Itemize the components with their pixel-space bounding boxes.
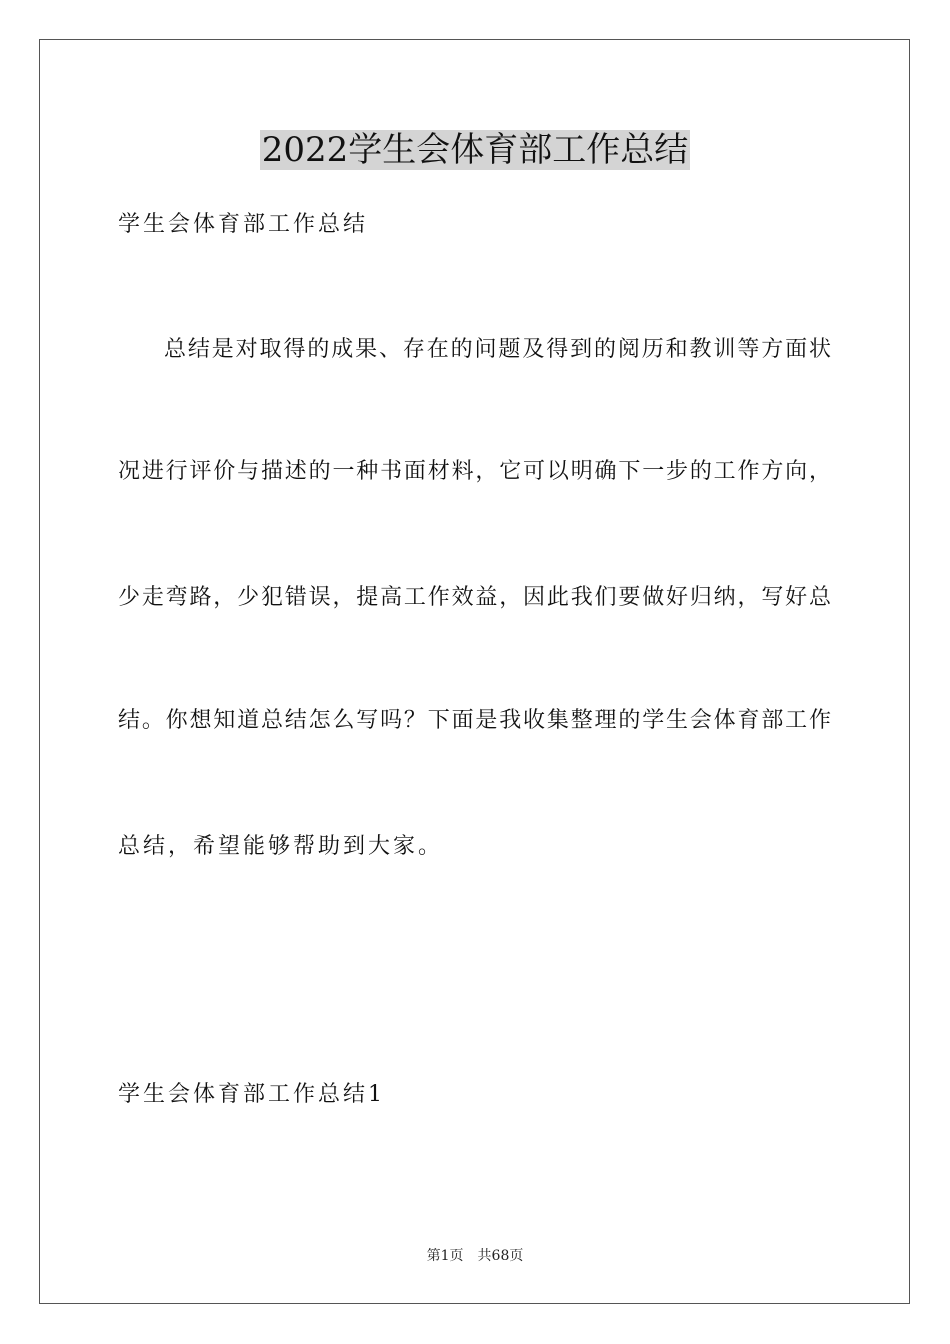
intro-line-5: 总结，希望能够帮助到大家。 (118, 834, 444, 859)
intro-line-2: 况进行评价与描述的一种书面材料，它可以明确下一步的工作方向， (118, 459, 831, 484)
document-title (0, 128, 950, 172)
intro-line-1: 总结是对取得的成果、存在的问题及得到的阅历和教训等方面状 (164, 337, 831, 362)
intro-line-3: 少走弯路，少犯错误，提高工作效益，因此我们要做好归纳，写好总 (118, 585, 831, 610)
document-subtitle: 学生会体育部工作总结 (118, 212, 369, 237)
page-number: 第1页 (426, 1248, 464, 1264)
intro-line-4: 结。你想知道总结怎么写吗？下面是我收集整理的学生会体育部工作 (118, 708, 831, 733)
page-footer (0, 1246, 950, 1266)
section-heading: 学生会体育部工作总结1 (118, 1082, 385, 1107)
document-title-text: 2022学生会体育部工作总结 (261, 130, 689, 170)
page-total: 共68页 (477, 1248, 524, 1264)
